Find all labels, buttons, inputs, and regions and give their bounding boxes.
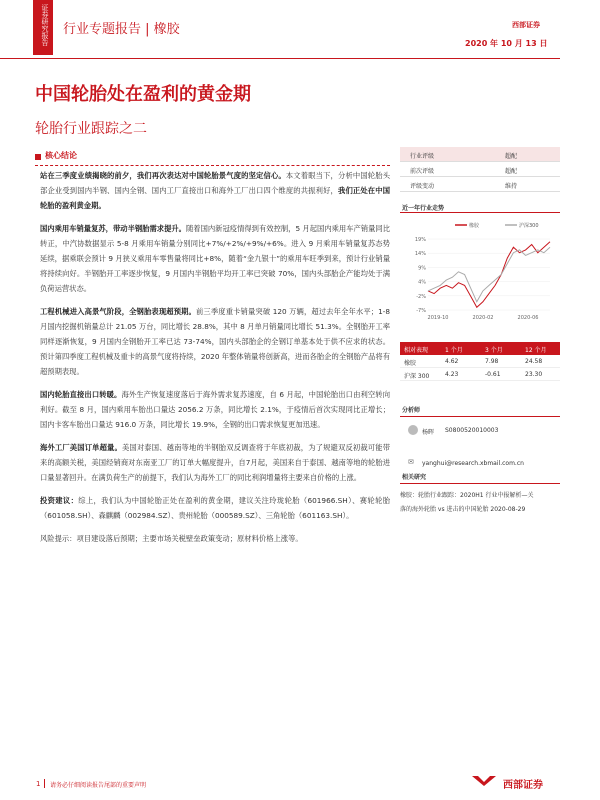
paragraph-text: 随着国内新冠疫情得到有效控制，5 月起国内乘用车产销量同比转正，中汽协数据显示 5-8 月乘用车销量分别同比+7%/+2%/+9%/+6%。进入 9 月乘用车销量复苏态势延续，据乘联会预计 9 月狭义乘用车零售量将同比+8%，随着“金九银十”的乘用车旺季到来，预计行业销量将持续向好。半钢胎开工率逐步恢复，9 月国内半钢胎平均开工率已突破 70%，国内头部胎企产能均处于满负荷运营状态。 bbox=[40, 224, 391, 293]
avatar bbox=[408, 425, 418, 435]
lead-text: 国内乘用车销量复苏，带动半钢胎需求提升。 bbox=[40, 224, 186, 233]
related-report-line[interactable]: 橡胶：轮胎行业跟踪：2020H1 行业中报解析—关 bbox=[400, 492, 534, 499]
report-date: 2020 年 10 月 13 日 bbox=[465, 39, 548, 48]
paragraph-4 bbox=[40, 387, 390, 432]
footer-divider bbox=[44, 779, 45, 788]
rating-table bbox=[400, 147, 560, 192]
rating-value: 超配 bbox=[505, 168, 518, 175]
table-cell: 23.30 bbox=[525, 371, 543, 378]
legend-label: 橡胶 bbox=[469, 223, 480, 229]
table-cell: -0.61 bbox=[485, 371, 501, 378]
y-tick-label: 9% bbox=[418, 265, 426, 272]
paragraph-text: 美国对泰国、越南等地的半钢胎双反调查将于年底初裁，为了规避双反初裁可能带来的高额关税，美国经销商对东南亚工厂的订单大幅度提升，自7月起，美国来自于泰国、越南等地的轮胎进口量显著回升。在满负荷生产的前提下，我们认为海外工厂的同比利润增量将主要来自价格的上涨。 bbox=[40, 443, 390, 482]
table-cell: 橡胶 bbox=[404, 360, 417, 367]
vertical-label-text: 证券研究报告 bbox=[41, 4, 49, 46]
rating-label: 前次评级 bbox=[410, 168, 435, 175]
y-tick-label: 14% bbox=[414, 251, 426, 258]
rating-value: 超配 bbox=[505, 153, 518, 160]
performance-table bbox=[400, 342, 560, 381]
column-header: 3 个月 bbox=[485, 347, 503, 354]
x-tick-label: 2020-06 bbox=[517, 315, 539, 321]
rating-row bbox=[400, 177, 560, 192]
column-header: 1 个月 bbox=[445, 347, 463, 354]
table-cell: 沪深 300 bbox=[404, 373, 430, 380]
y-tick-label: -7% bbox=[416, 308, 426, 314]
footer-brand: 西部证券 bbox=[503, 780, 543, 791]
lead-text: 投资建议： bbox=[40, 496, 79, 505]
footer-disclaimer: 请务必仔细阅读报告尾部的重要声明 bbox=[50, 782, 147, 789]
header-divider bbox=[0, 58, 560, 59]
related-heading: 相关研究 bbox=[400, 472, 560, 484]
mail-icon: ✉ bbox=[408, 458, 414, 466]
paragraph-2 bbox=[40, 221, 390, 296]
lead-text: 国内轮胎直接出口转暖。 bbox=[40, 390, 122, 399]
rating-row bbox=[400, 147, 560, 162]
brand-name: 西部证券 bbox=[512, 21, 540, 29]
related-report-line[interactable]: 落的海外轮胎 vs 进击的中国轮胎 2020-08-29 bbox=[400, 506, 526, 513]
table-row bbox=[400, 368, 560, 381]
table-cell: 24.58 bbox=[525, 358, 543, 365]
section-header bbox=[35, 150, 390, 164]
analyst-name: 杨晖 bbox=[422, 429, 435, 436]
page-title: 中国轮胎处在盈利的黄金期 bbox=[35, 84, 251, 105]
page-number: 1 bbox=[36, 780, 41, 788]
analyst-info bbox=[400, 425, 560, 437]
performance-header-row bbox=[400, 342, 560, 355]
column-header: 12 个月 bbox=[525, 347, 547, 354]
rating-label: 评级变动 bbox=[410, 183, 435, 190]
header-vertical-label bbox=[33, 0, 53, 55]
trend-chart bbox=[400, 215, 560, 327]
paragraph-3 bbox=[40, 304, 390, 379]
rating-label: 行业评级 bbox=[410, 153, 435, 160]
report-type: 行业专题报告 | 橡胶 bbox=[63, 22, 180, 37]
analyst-heading: 分析师 bbox=[400, 405, 560, 417]
company-logo-icon bbox=[470, 774, 500, 788]
rating-row bbox=[400, 162, 560, 177]
lead-text: 工程机械进入高景气阶段，全钢胎表现超预期。 bbox=[40, 307, 196, 316]
series-line bbox=[428, 242, 550, 308]
lead-text: 海外工厂美国订单超量。 bbox=[40, 443, 122, 452]
body-text bbox=[40, 168, 390, 554]
x-tick-label: 2019-10 bbox=[427, 315, 449, 321]
y-tick-label: 4% bbox=[418, 279, 426, 286]
column-header: 相对表现 bbox=[404, 347, 429, 354]
paragraph-1 bbox=[40, 168, 390, 213]
y-tick-label: 19% bbox=[414, 237, 426, 243]
paragraph-7: 风险提示：项目建设落后预期；主要市场关税壁垒政策变动；原材料价格上涨等。 bbox=[40, 534, 303, 543]
table-cell: 7.98 bbox=[485, 358, 499, 365]
x-tick-label: 2020-02 bbox=[472, 315, 494, 321]
paragraph-text: 海外生产恢复速度落后于海外需求复苏速度，自 6 月起，中国轮胎出口由利空转向利好。截至 8 月，国内乘用车胎出口量达 2056.2 万条，同比增长 2.1%，于疫情后首次实现同比正增长；国内卡客车胎出口量达 916.0 万条，同比增长 19.9%，全钢的出口需求恢复更加迅速。 bbox=[40, 390, 391, 429]
table-row bbox=[400, 355, 560, 368]
analyst-cert: S0800520010003 bbox=[445, 427, 499, 434]
rating-value: 维持 bbox=[505, 183, 518, 190]
page-subtitle: 轮胎行业跟踪之二 bbox=[35, 121, 147, 137]
paragraph-text: 综上，我们认为中国轮胎正处在盈利的黄金期，建议关注玲珑轮胎（601966.SH）、赛轮轮胎（601058.SH）、森麒麟（002984.SZ）、贵州轮胎（000589.SZ）、三角轮胎（601163.SH）。 bbox=[40, 496, 391, 520]
table-cell: 4.23 bbox=[445, 371, 459, 378]
emphasis-text: 我们正处在中国轮胎的盈利黄金期。 bbox=[40, 186, 390, 210]
y-tick-label: -2% bbox=[416, 293, 426, 300]
bullet-icon bbox=[35, 154, 41, 160]
section-divider bbox=[35, 165, 390, 166]
section-title: 核心结论 bbox=[45, 151, 77, 160]
paragraph-6 bbox=[40, 493, 390, 523]
paragraph-5 bbox=[40, 440, 390, 485]
paragraph-text: 前三季度重卡销量突破 120 万辆，超过去年全年水平；1-8 月国内挖掘机销量总计 21.05 万台，同比增长 28.8%，其中 8 月单月销量同比增长 51.3%。全钢胎开工率同样逐渐恢复，9 月国内全钢胎开工率已达 73-74%，国内头部胎企的全钢订单基本处于供不应求的状态。预计第四季度工程机械及重卡的高景气度将持续，2020 年整体销量将创新高，进而各胎企的全钢胎产品将有超预期表现。 bbox=[40, 307, 391, 376]
table-cell: 4.62 bbox=[445, 358, 459, 365]
analyst-email[interactable]: yanghui@research.xbmail.com.cn bbox=[422, 460, 524, 467]
trend-title: 近一年行业走势 bbox=[400, 203, 560, 213]
paragraph-text: 本文着眼当下，分析中国轮胎头部企业受到国内半钢、国内全钢、国内工厂直接出口和海外工厂出口四个维度的共振利好， bbox=[40, 171, 391, 195]
lead-text: 站在三季度业绩揭晓的前夕，我们再次表达对中国轮胎景气度的坚定信心。 bbox=[40, 171, 286, 180]
legend-label: 沪深300 bbox=[519, 223, 539, 229]
